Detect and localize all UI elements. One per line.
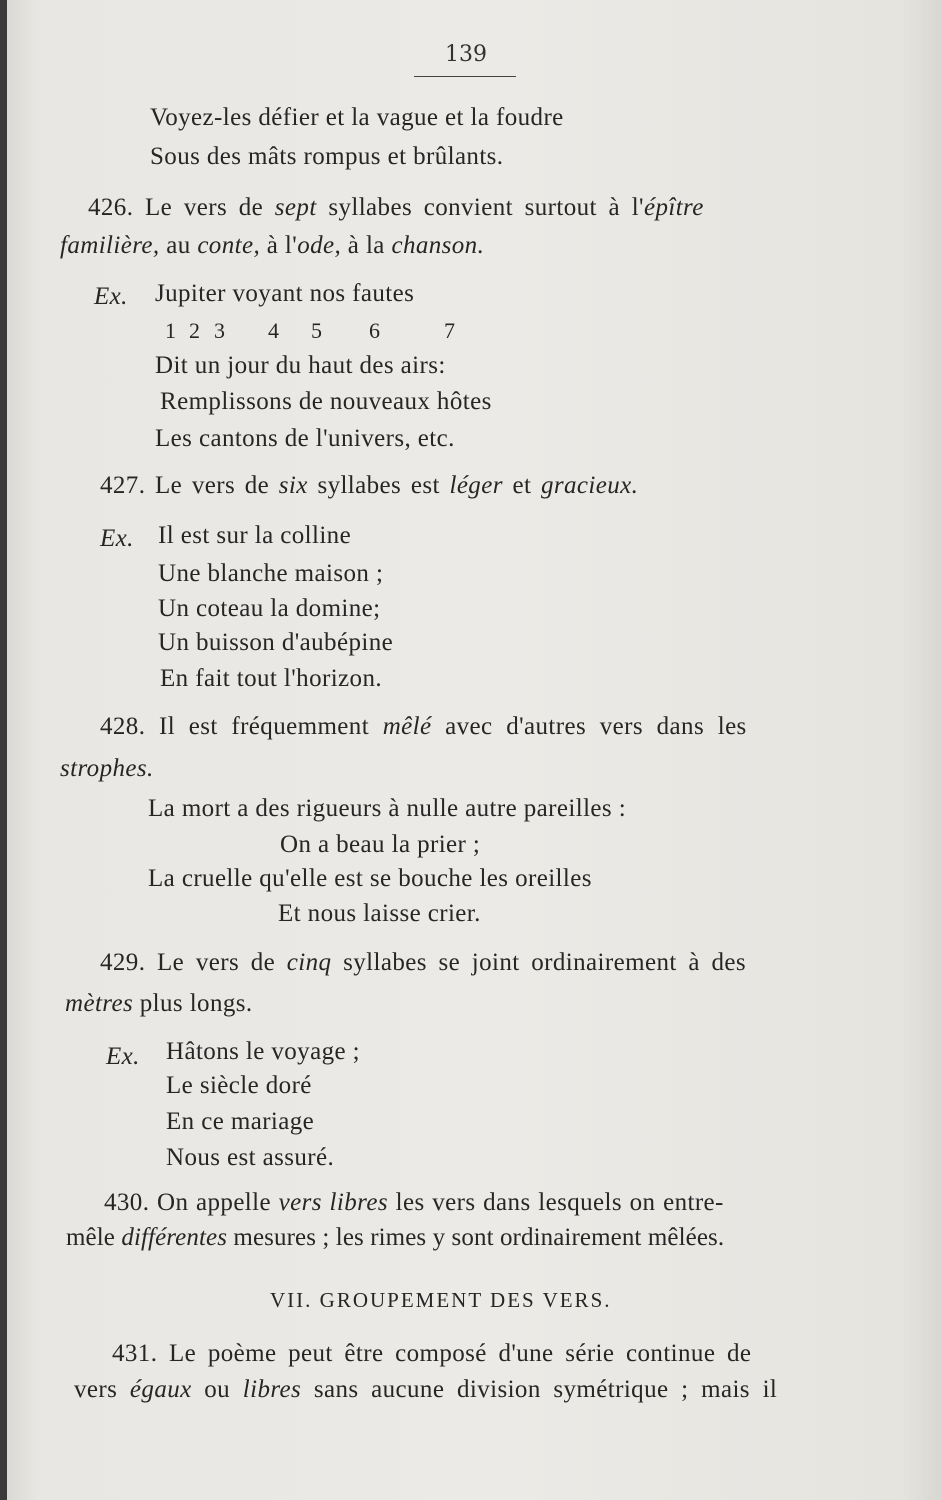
poem-line: La mort a des rigueurs à nulle autre pareilles : — [148, 795, 627, 822]
paragraph-number: 426. — [88, 194, 134, 221]
example-label: Ex. — [94, 283, 128, 310]
paragraph-number: 428. — [100, 713, 146, 740]
page-number-rule — [414, 76, 516, 77]
paragraph-429-line-1: 429. Le vers de cinq syllabes se joint ordinairement à des — [100, 949, 747, 976]
paragraph-428-line-2: strophes. — [60, 755, 154, 782]
paragraph-428-line-1: 428. Il est fréquemment mêlé avec d'autres vers dans les — [100, 713, 747, 740]
example-line: Dit un jour du haut des airs: — [155, 352, 446, 379]
paragraph-number: 430. — [104, 1189, 150, 1216]
syllable-number: 6 — [369, 318, 380, 343]
example-label: Ex. — [106, 1043, 140, 1070]
paragraph-431-line-2: vers égaux ou libres sans aucune division symétrique ; mais il — [74, 1376, 778, 1403]
paragraph-number: 427. — [100, 472, 146, 499]
paragraph-426-line-1: 426. Le vers de sept syllabes convient surtout à l'épître — [88, 194, 704, 221]
paragraph-number: 431. — [112, 1340, 158, 1367]
example-line: Une blanche maison ; — [158, 560, 384, 587]
poem-line: La cruelle qu'elle est se bouche les oreilles — [148, 865, 592, 892]
example-line: Un coteau la domine; — [158, 595, 381, 622]
syllable-number: 5 — [311, 318, 322, 343]
paragraph-430-line-1: 430. On appelle vers libres les vers dans lesquels on entre- — [104, 1189, 724, 1216]
example-line: Un buisson d'aubépine — [158, 629, 394, 656]
page-number: 139 — [445, 42, 487, 67]
paragraph-431-line-1: 431. Le poème peut être composé d'une série continue de — [112, 1340, 752, 1367]
example-line: Nous est assuré. — [166, 1144, 335, 1171]
syllable-number: 1 — [165, 318, 176, 343]
binding-edge — [0, 0, 7, 1500]
syllable-number: 2 — [189, 318, 200, 343]
poem-line: Et nous laisse crier. — [278, 900, 481, 927]
example-line: Le siècle doré — [166, 1072, 312, 1099]
poem-line: Voyez-les défier et la vague et la foudre — [150, 104, 564, 131]
syllable-number: 7 — [444, 318, 455, 343]
poem-line: Sous des mâts rompus et brûlants. — [150, 143, 504, 170]
syllable-numbers — [0, 318, 942, 348]
example-line: En ce mariage — [166, 1108, 315, 1135]
syllable-number: 3 — [214, 318, 225, 343]
example-line: Jupiter voyant nos fautes — [155, 280, 415, 307]
paragraph-426-line-2: familière, au conte, à l'ode, à la chanson. — [60, 232, 485, 259]
example-line: En fait tout l'horizon. — [160, 665, 382, 692]
example-line: Il est sur la colline — [158, 522, 352, 549]
paragraph-427: 427. Le vers de six syllabes est léger et gracieux. — [100, 472, 639, 499]
section-heading: VII. GROUPEMENT DES VERS. — [270, 1288, 612, 1312]
paragraph-number: 429. — [100, 949, 146, 976]
example-label: Ex. — [100, 525, 134, 552]
paragraph-430-line-2: mêle différentes mesures ; les rimes y sont ordinairement mêlées. — [66, 1224, 725, 1251]
example-line: Hâtons le voyage ; — [166, 1038, 360, 1065]
example-line: Les cantons de l'univers, etc. — [155, 425, 455, 452]
paragraph-429-line-2: mètres plus longs. — [65, 990, 253, 1017]
poem-line: On a beau la prier ; — [280, 831, 481, 858]
example-line: Remplissons de nouveaux hôtes — [160, 388, 492, 415]
syllable-number: 4 — [268, 318, 279, 343]
